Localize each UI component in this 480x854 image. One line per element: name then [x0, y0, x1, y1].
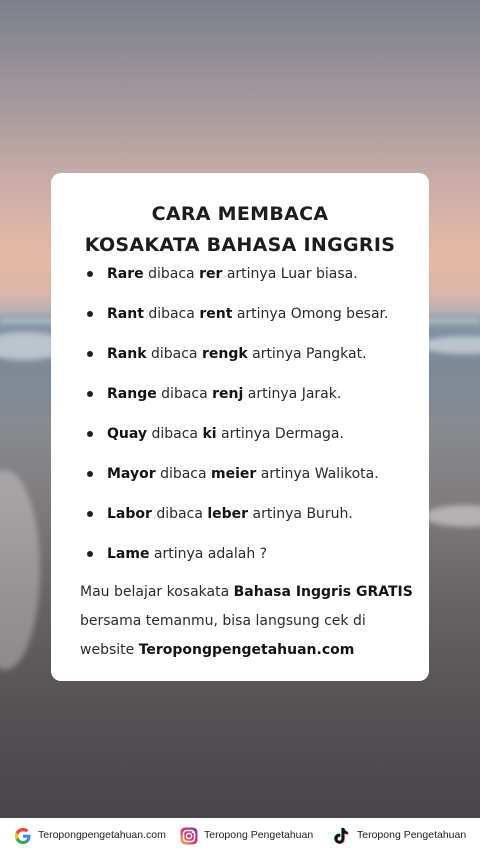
footer-tiktok-label: Teropong Pengetahuan [357, 829, 467, 841]
title-line-2: KOSAKATA BAHASA INGGRIS [84, 234, 396, 256]
title-line-1: CARA MEMBACA [151, 203, 329, 225]
bullet-icon [87, 551, 93, 557]
english-word: Range [107, 386, 157, 402]
bullet-icon [87, 431, 93, 437]
instagram-icon [180, 827, 198, 845]
english-word: Lame [107, 546, 150, 562]
bullet-icon [87, 311, 93, 317]
note-text: Mau belajar kosakata [80, 584, 234, 600]
english-word: Labor [107, 506, 152, 522]
meaning: Walikota. [314, 466, 379, 482]
english-word: Rant [107, 306, 144, 322]
english-word: Rare [107, 266, 144, 282]
read-as-label: dibaca [148, 306, 195, 322]
website-link[interactable]: Teropongpengetahuan.com [138, 642, 355, 658]
vocabulary-card [51, 173, 429, 681]
pronunciation: rengk [201, 346, 248, 362]
meaning-label: artinya [226, 266, 277, 282]
bullet-icon [87, 511, 93, 517]
note-highlight: Bahasa Inggris GRATIS [233, 584, 413, 600]
bullet-icon [87, 471, 93, 477]
bullet-icon [87, 351, 93, 357]
promo-note [80, 578, 413, 665]
footer-website-label: Teropongpengetahuan.com [38, 829, 166, 841]
pronunciation: ki [202, 426, 217, 442]
pronunciation: meier [211, 466, 257, 482]
english-word: Quay [107, 426, 148, 442]
meaning: Luar biasa. [280, 266, 358, 282]
read-as-label: dibaca [150, 346, 198, 362]
meaning-label: artinya [252, 346, 302, 362]
meaning: Buruh. [306, 506, 353, 522]
read-as-label: dibaca [148, 266, 195, 282]
card-title [51, 199, 429, 261]
read-as-label: dibaca [156, 506, 203, 522]
meaning-label: artinya [236, 306, 287, 322]
read-as-label: dibaca [160, 466, 207, 482]
meaning: Jarak. [301, 386, 342, 402]
pronunciation: rent [199, 306, 233, 322]
english-word: Mayor [107, 466, 156, 482]
read-as-label: dibaca [161, 386, 208, 402]
pronunciation: renj [212, 386, 244, 402]
meaning-label: artinya [260, 466, 311, 482]
meaning-label: artinya [221, 426, 271, 442]
google-icon [14, 827, 32, 845]
note-text: bersama temanmu, bisa langsung cek di [80, 613, 366, 629]
meaning: Pangkat. [306, 346, 367, 362]
meaning: Omong besar. [290, 306, 389, 322]
note-text: website [80, 642, 139, 658]
meaning-label: artinya [247, 386, 298, 402]
pronunciation: rer [199, 266, 223, 282]
meaning: Dermaga. [274, 426, 344, 442]
meaning-label: artinya [252, 506, 302, 522]
bullet-icon [87, 391, 93, 397]
english-word: Rank [107, 346, 147, 362]
footer-instagram-label: Teropong Pengetahuan [204, 829, 314, 841]
question-text: artinya adalah ? [153, 546, 268, 562]
pronunciation: leber [207, 506, 249, 522]
bullet-icon [87, 271, 93, 277]
footer-bar [0, 818, 480, 854]
read-as-label: dibaca [151, 426, 198, 442]
tiktok-icon [333, 827, 351, 845]
